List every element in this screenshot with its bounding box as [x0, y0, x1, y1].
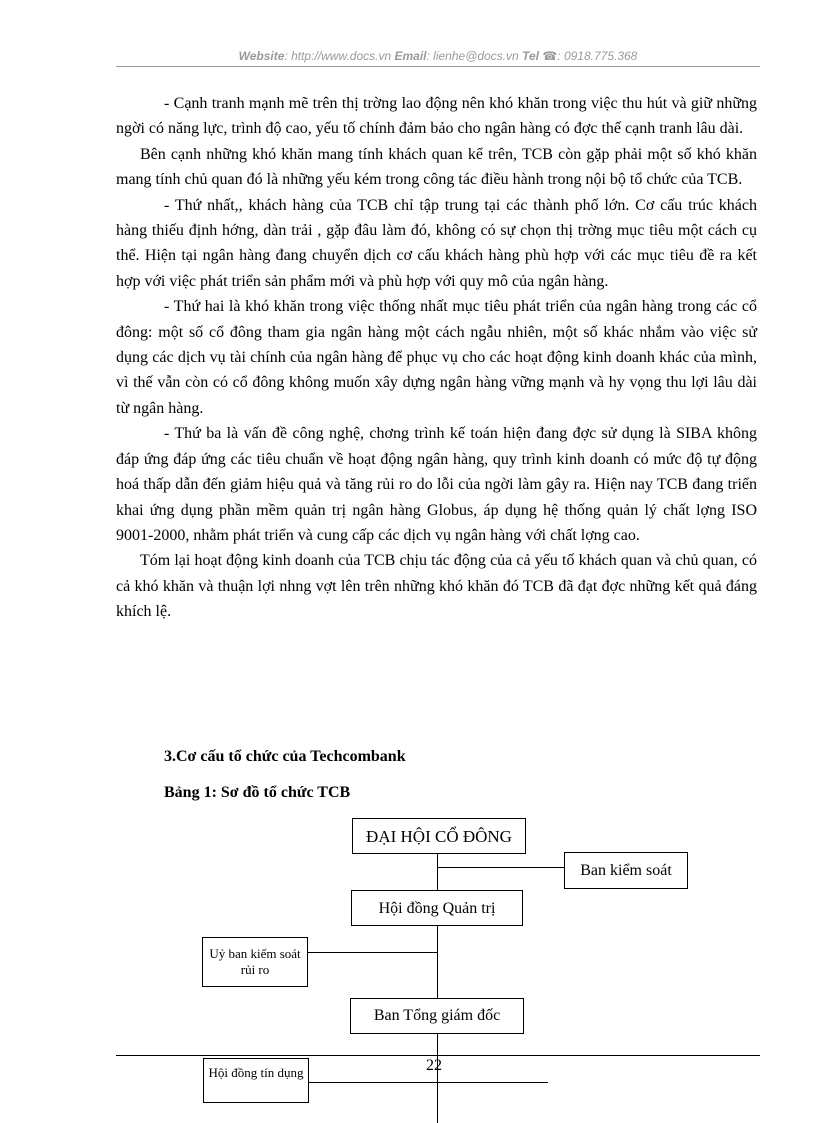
- body-text: [116, 91, 757, 625]
- credit-council-label: Hội đồng tín dụng: [208, 1065, 304, 1080]
- supervisory-connector: [437, 867, 565, 868]
- credit-council-connector: [308, 1082, 548, 1083]
- shareholders-label: ĐẠI HỘI CỔ ĐÔNG: [366, 827, 512, 846]
- risk-committee-connector: [307, 952, 437, 953]
- page-header: [116, 46, 760, 66]
- table-caption: Bảng 1: Sơ đồ tổ chức TCB: [164, 784, 351, 801]
- risk-committee-label: Uỷ ban kiểm soát rủi ro: [209, 946, 301, 977]
- board-of-directors-label: Hội đồng Quản trị: [378, 900, 496, 917]
- tel-label: Tel: [522, 49, 539, 63]
- paragraph: - Thứ ba là vấn đề công nghệ, chơng trình kế toán hiện đang đợc sử dụng là SIBA không đáp ứng đáp ứng các tiêu chuẩn về hoạt động ngân hàng, quy trình kinh doanh có mức độ tự động hoá thấp dẫn đến giảm hiệu quả và tăng rủi ro do lỗi của ngời làm gây ra. Hiện nay TCB đang triển khai ứng dụng phần mềm quản trị ngân hàng Globus, áp dụng hệ thống quản lý chất lợng ISO 9001-2000, nhằm phát triển và cung cấp các dịch vụ ngân hàng với chất lợng cao.: [116, 425, 757, 544]
- supervisory-board-label: Ban kiểm soát: [580, 862, 672, 879]
- email-label: Email: [394, 49, 427, 63]
- section-heading: 3.Cơ cấu tổ chức của Techcombank: [164, 748, 406, 765]
- paragraph: Tóm lại hoạt động kinh doanh của TCB chịu tác động của cả yếu tố khách quan và chủ quan, có cả khó khăn và thuận lợi nhng vợt lên trên những khó khăn đó TCB đã đạt đợc những kết quả đáng khích lệ.: [116, 552, 757, 621]
- general-directors-box: [350, 998, 524, 1034]
- paragraph: - Thứ nhất,, khách hàng của TCB chỉ tập trung tại các thành phố lớn. Cơ cấu trúc khách hàng thiếu định hớng, dàn trải , gặp đâu làm đó, không có sự chọn thị trờng mục tiêu một cách cụ thể. Hiện tại ngân hàng đang chuyển dịch cơ cấu khách hàng phù hợp với các mục tiêu đề ra kết hợp với việc phát triển sản phẩm mới và phù hợp với quy mô của ngân hàng.: [116, 196, 757, 290]
- risk-committee-box: [202, 937, 308, 987]
- supervisory-board-box: [564, 852, 688, 889]
- general-directors-label: Ban Tổng giám đốc: [373, 1007, 501, 1024]
- page-number: 22: [426, 1057, 442, 1074]
- credit-council-box: [203, 1058, 309, 1103]
- board-of-directors-box: [351, 890, 523, 926]
- paragraph: - Thứ hai là khó khăn trong việc thống nhất mục tiêu phát triển của ngân hàng trong các cổ đông: một số cổ đông tham gia ngân hàng một cách ngẫu nhiên, một số khác nhắm vào việc sử dụng các dịch vụ tài chính của ngân hàng để phục vụ cho các hoạt động kinh doanh khác của mình, vì thế vẫn còn có cổ đông không muốn xây dựng ngân hàng vững mạnh và hy vọng thu lợi lâu dài từ ngân hàng.: [116, 298, 757, 417]
- shareholders-box: [352, 818, 526, 854]
- paragraph: - Cạnh tranh mạnh mẽ trên thị trờng lao động nên khó khăn trong việc thu hút và giữ những ngời có năng lực, trình độ cao, yếu tố chính đảm bảo cho ngân hàng có đợc thế cạnh tranh lâu dài.: [116, 95, 757, 138]
- tel-value: : 0918.775.368: [557, 49, 638, 63]
- header-divider: [116, 66, 760, 67]
- email-value: : lienhe@docs.vn: [426, 49, 519, 63]
- website-value: : http://www.docs.vn: [284, 49, 392, 63]
- paragraph: Bên cạnh những khó khăn mang tính khách quan kể trên, TCB còn gặp phải một số khó khăn mang tính chủ quan đó là những yếu kém trong công tác điều hành trong nội bộ tổ chức của TCB.: [116, 145, 757, 189]
- phone-icon: ☎: [542, 49, 558, 63]
- website-label: Website: [238, 49, 285, 63]
